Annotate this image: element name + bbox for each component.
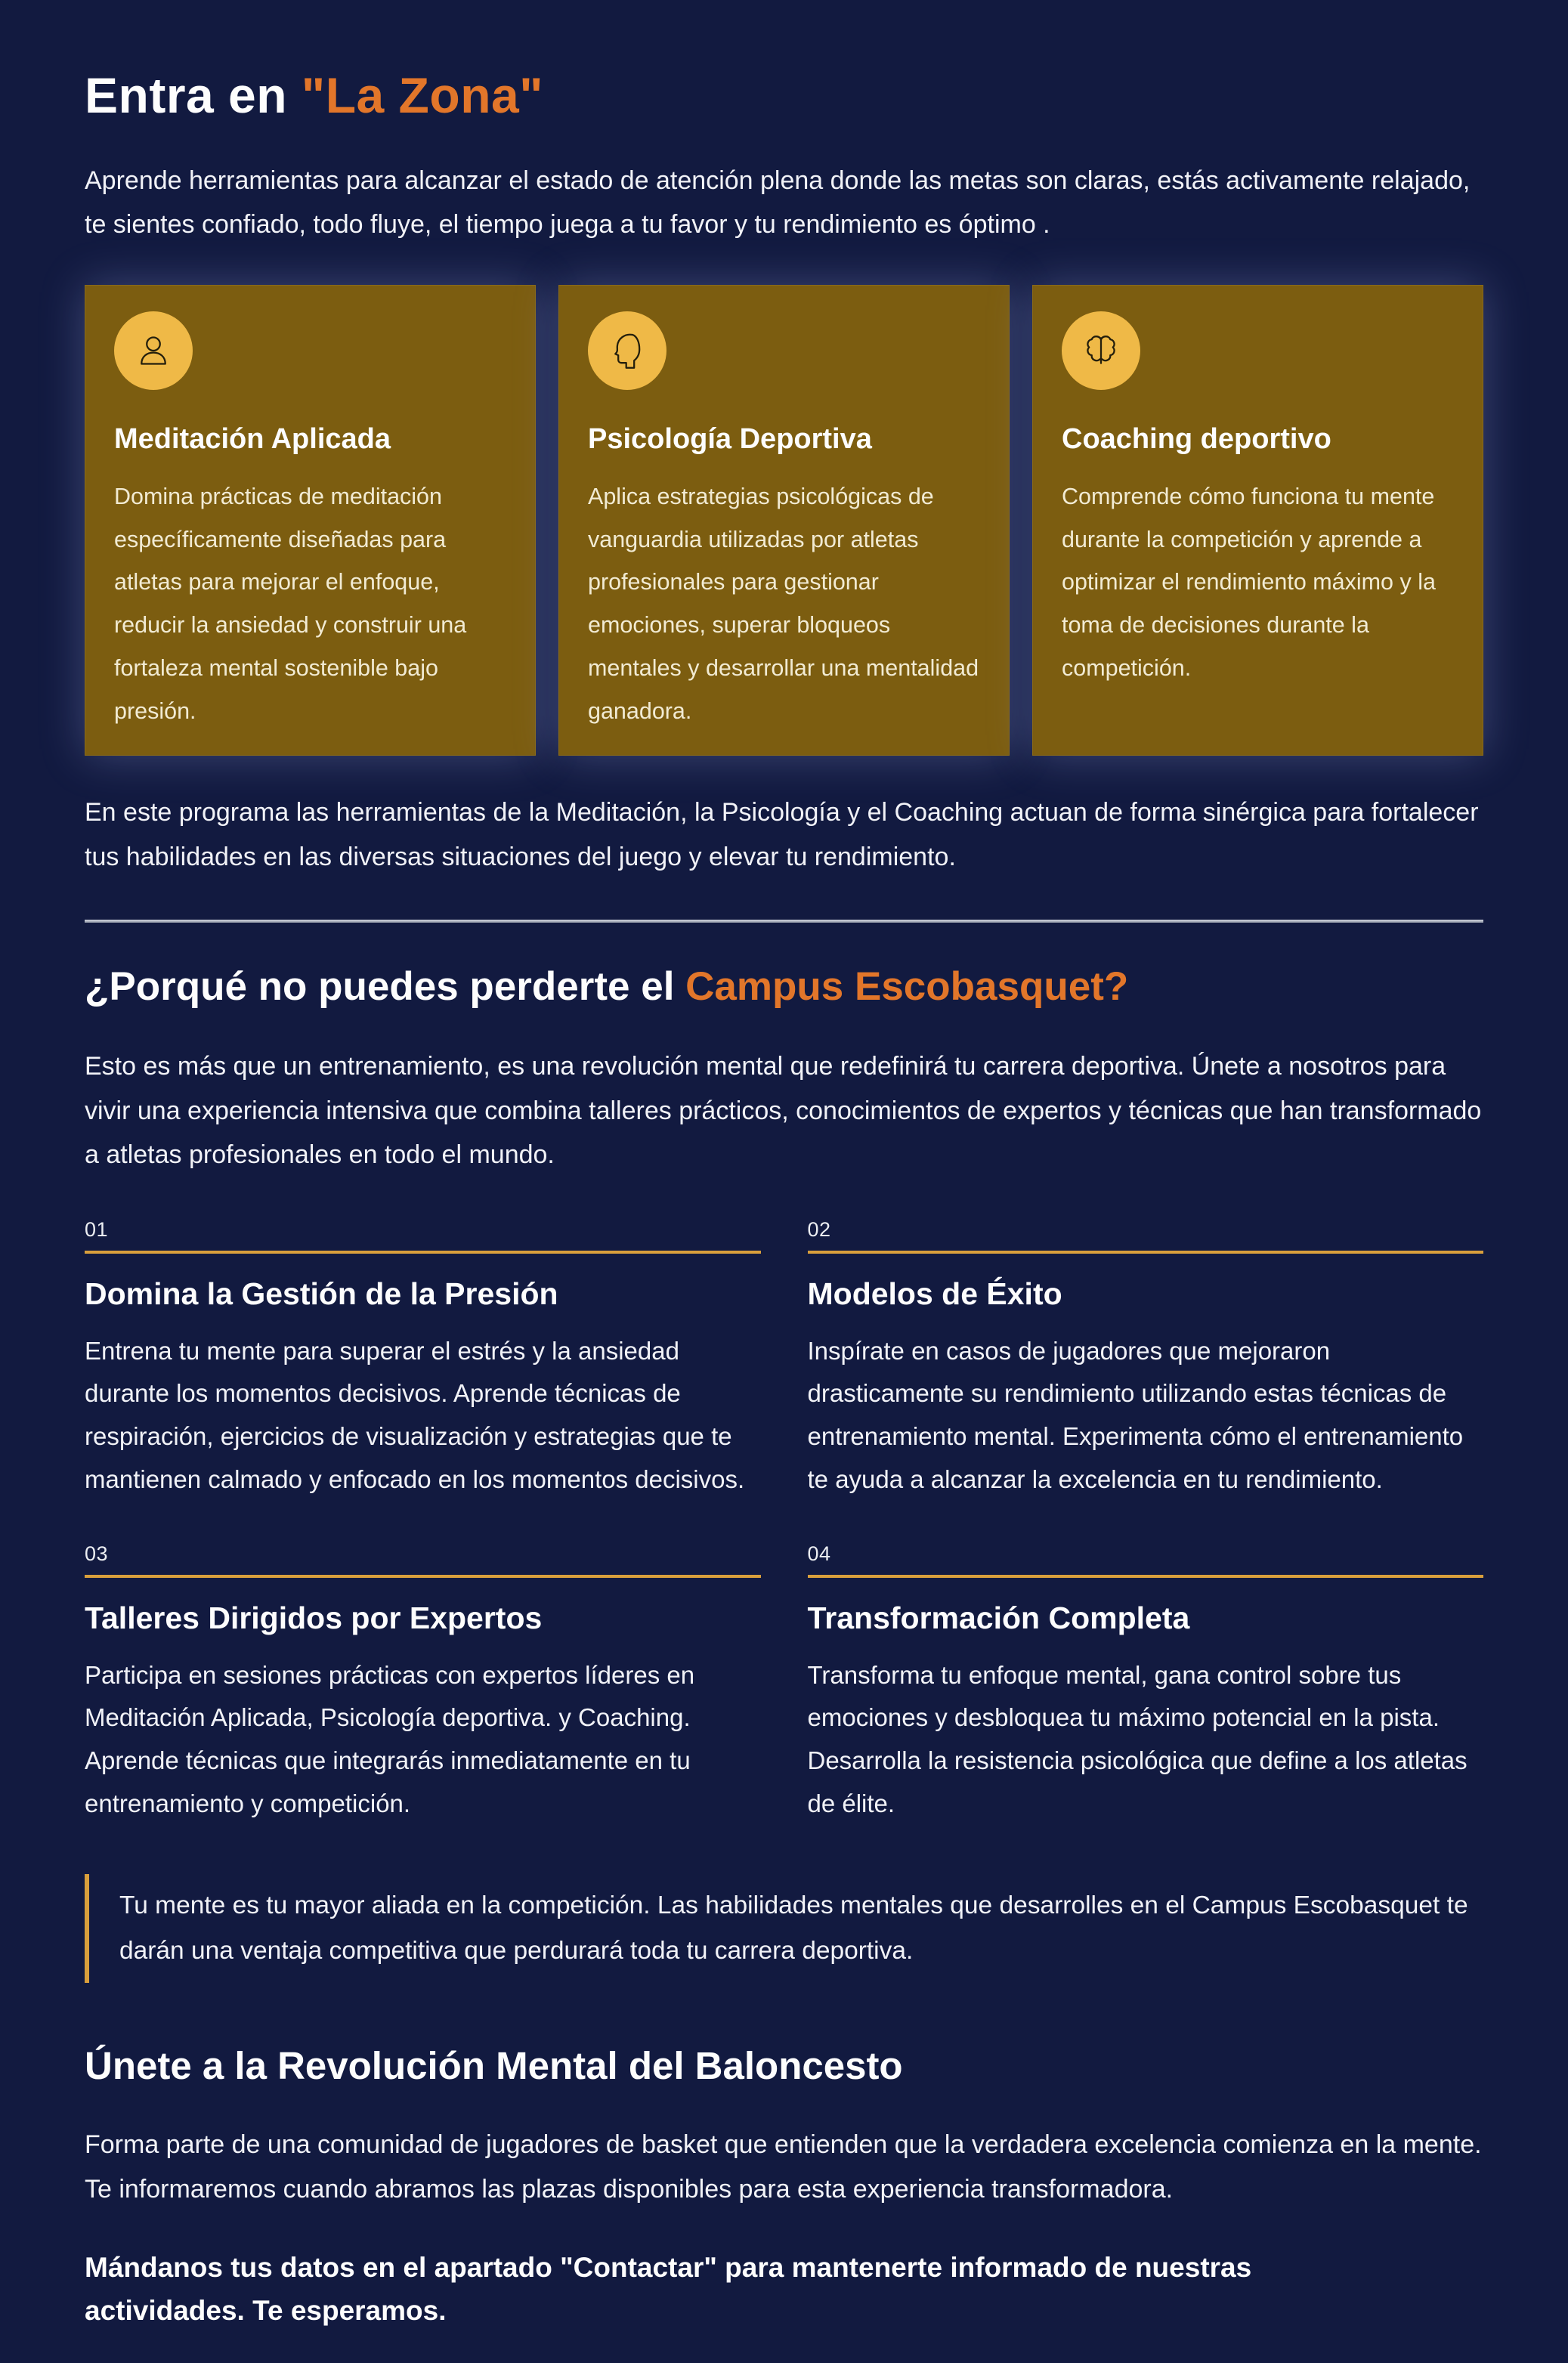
card-title: Psicología Deportiva: [588, 422, 872, 455]
synergy-paragraph: En este programa las herramientas de la Meditación, la Psicología y el Coaching actuan de forma sinérgica para fortalecer tus habilidades en las diversas situaciones del juego y elevar tu rendimiento.: [85, 798, 1479, 871]
join-paragraph: Forma parte de una comunidad de jugadores de basket que entienden que la verdadera excelencia comienza en la mente. Te informaremos cuando abramos las plazas disponibles para esta experiencia transformadora.: [85, 2130, 1482, 2204]
features-grid: [85, 1218, 1483, 1826]
quote-block: [85, 1874, 1480, 1984]
card-title: Meditación Aplicada: [114, 422, 391, 455]
head-profile-icon: [588, 311, 666, 390]
feature-description: Inspírate en casos de jugadores que mejoraron drasticamente su rendimiento utilizando estas técnicas de entrenamiento mental. Experimenta cómo el entrenamiento te ayuda a alcanzar la excelencia en tu rendimiento.: [807, 1336, 1464, 1493]
feature-item-03: [85, 1542, 761, 1826]
brain-icon: [1062, 311, 1140, 390]
feature-item-01: [85, 1218, 761, 1502]
page-title-white: Entra en: [85, 67, 302, 123]
card-description: Comprende cómo funciona tu mente durante la competición y aprende a optimizar el rendimiento máximo y la toma de decisiones durante la competición.: [1062, 483, 1436, 681]
feature-number: 02: [807, 1217, 831, 1241]
card-title: Coaching deportivo: [1062, 422, 1331, 455]
feature-rule: [808, 1575, 1484, 1578]
feature-rule: [85, 1251, 761, 1254]
why-heading: [85, 963, 1483, 1010]
cards-row: [85, 285, 1483, 756]
feature-number: 01: [85, 1217, 109, 1241]
page-title: [85, 66, 1483, 124]
card-description: Domina prácticas de meditación específicamente diseñadas para atletas para mejorar el enfoque, reducir la ansiedad y construir una fortaleza mental sostenible bajo presión.: [114, 483, 467, 724]
page-title-accent: "La Zona": [301, 67, 544, 123]
person-icon: [114, 311, 193, 390]
feature-number: 04: [807, 1542, 831, 1565]
card-coaching: [1032, 285, 1483, 756]
page: [0, 66, 1568, 2363]
quote-text: Tu mente es tu mayor aliada en la competición. Las habilidades mentales que desarrolles en el Campus Escobasquet te darán una ventaja competitiva que perdurará toda tu carrera deportiva.: [119, 1891, 1468, 1965]
feature-description: Transforma tu enfoque mental, gana control sobre tus emociones y desbloquea tu máximo potencial en la pista. Desarrolla la resistencia psicológica que define a los atletas de élite.: [807, 1660, 1467, 1817]
why-heading-accent: Campus Escobasquet?: [685, 964, 1129, 1010]
card-psicologia: [558, 285, 1010, 756]
cta-paragraph: Mándanos tus datos en el apartado "Contactar" para mantenerte informado de nuestras actividades. Te esperamos.: [85, 2252, 1252, 2327]
card-description: Aplica estrategias psicológicas de vanguardia utilizadas por atletas profesionales para gestionar emociones, superar bloqueos mentales y desarrollar una mentalidad ganadora.: [588, 483, 979, 724]
why-heading-white: ¿Porqué no puedes perderte el: [85, 964, 686, 1010]
feature-title: Domina la Gestión de la Presión: [85, 1276, 558, 1311]
intro-paragraph: Aprende herramientas para alcanzar el estado de atención plena donde las metas son claras, estás activamente relajado, te sientes confiado, todo fluye, el tiempo juega a tu favor y tu rendimiento es óptimo .: [85, 166, 1471, 240]
join-heading: Únete a la Revolución Mental del Baloncesto: [85, 2044, 903, 2088]
feature-title: Modelos de Éxito: [807, 1276, 1062, 1311]
feature-title: Transformación Completa: [807, 1600, 1190, 1635]
feature-rule: [85, 1575, 761, 1578]
section-divider: [85, 920, 1483, 923]
feature-item-04: [808, 1542, 1484, 1826]
why-intro-paragraph: Esto es más que un entrenamiento, es una revolución mental que redefinirá tu carrera deportiva. Únete a nosotros para vivir una experiencia intensiva que combina talleres prácticos, conocimientos de expertos y técnicas que han transformado a atletas profesionales en todo el mundo.: [85, 1052, 1482, 1170]
feature-description: Entrena tu mente para superar el estrés y la ansiedad durante los momentos decisivos. Aprende técnicas de respiración, ejercicios de visualización y estrategias que te mantienen calmado y enfocado en los momentos decisivos.: [85, 1336, 745, 1493]
feature-title: Talleres Dirigidos por Expertos: [85, 1600, 543, 1635]
feature-rule: [808, 1251, 1484, 1254]
card-meditacion: [85, 285, 536, 756]
feature-item-02: [808, 1218, 1484, 1502]
feature-number: 03: [85, 1542, 109, 1565]
feature-description: Participa en sesiones prácticas con expertos líderes en Meditación Aplicada, Psicología deportiva. y Coaching. Aprende técnicas que integrarás inmediatamente en tu entrenamiento y competición.: [85, 1660, 695, 1817]
